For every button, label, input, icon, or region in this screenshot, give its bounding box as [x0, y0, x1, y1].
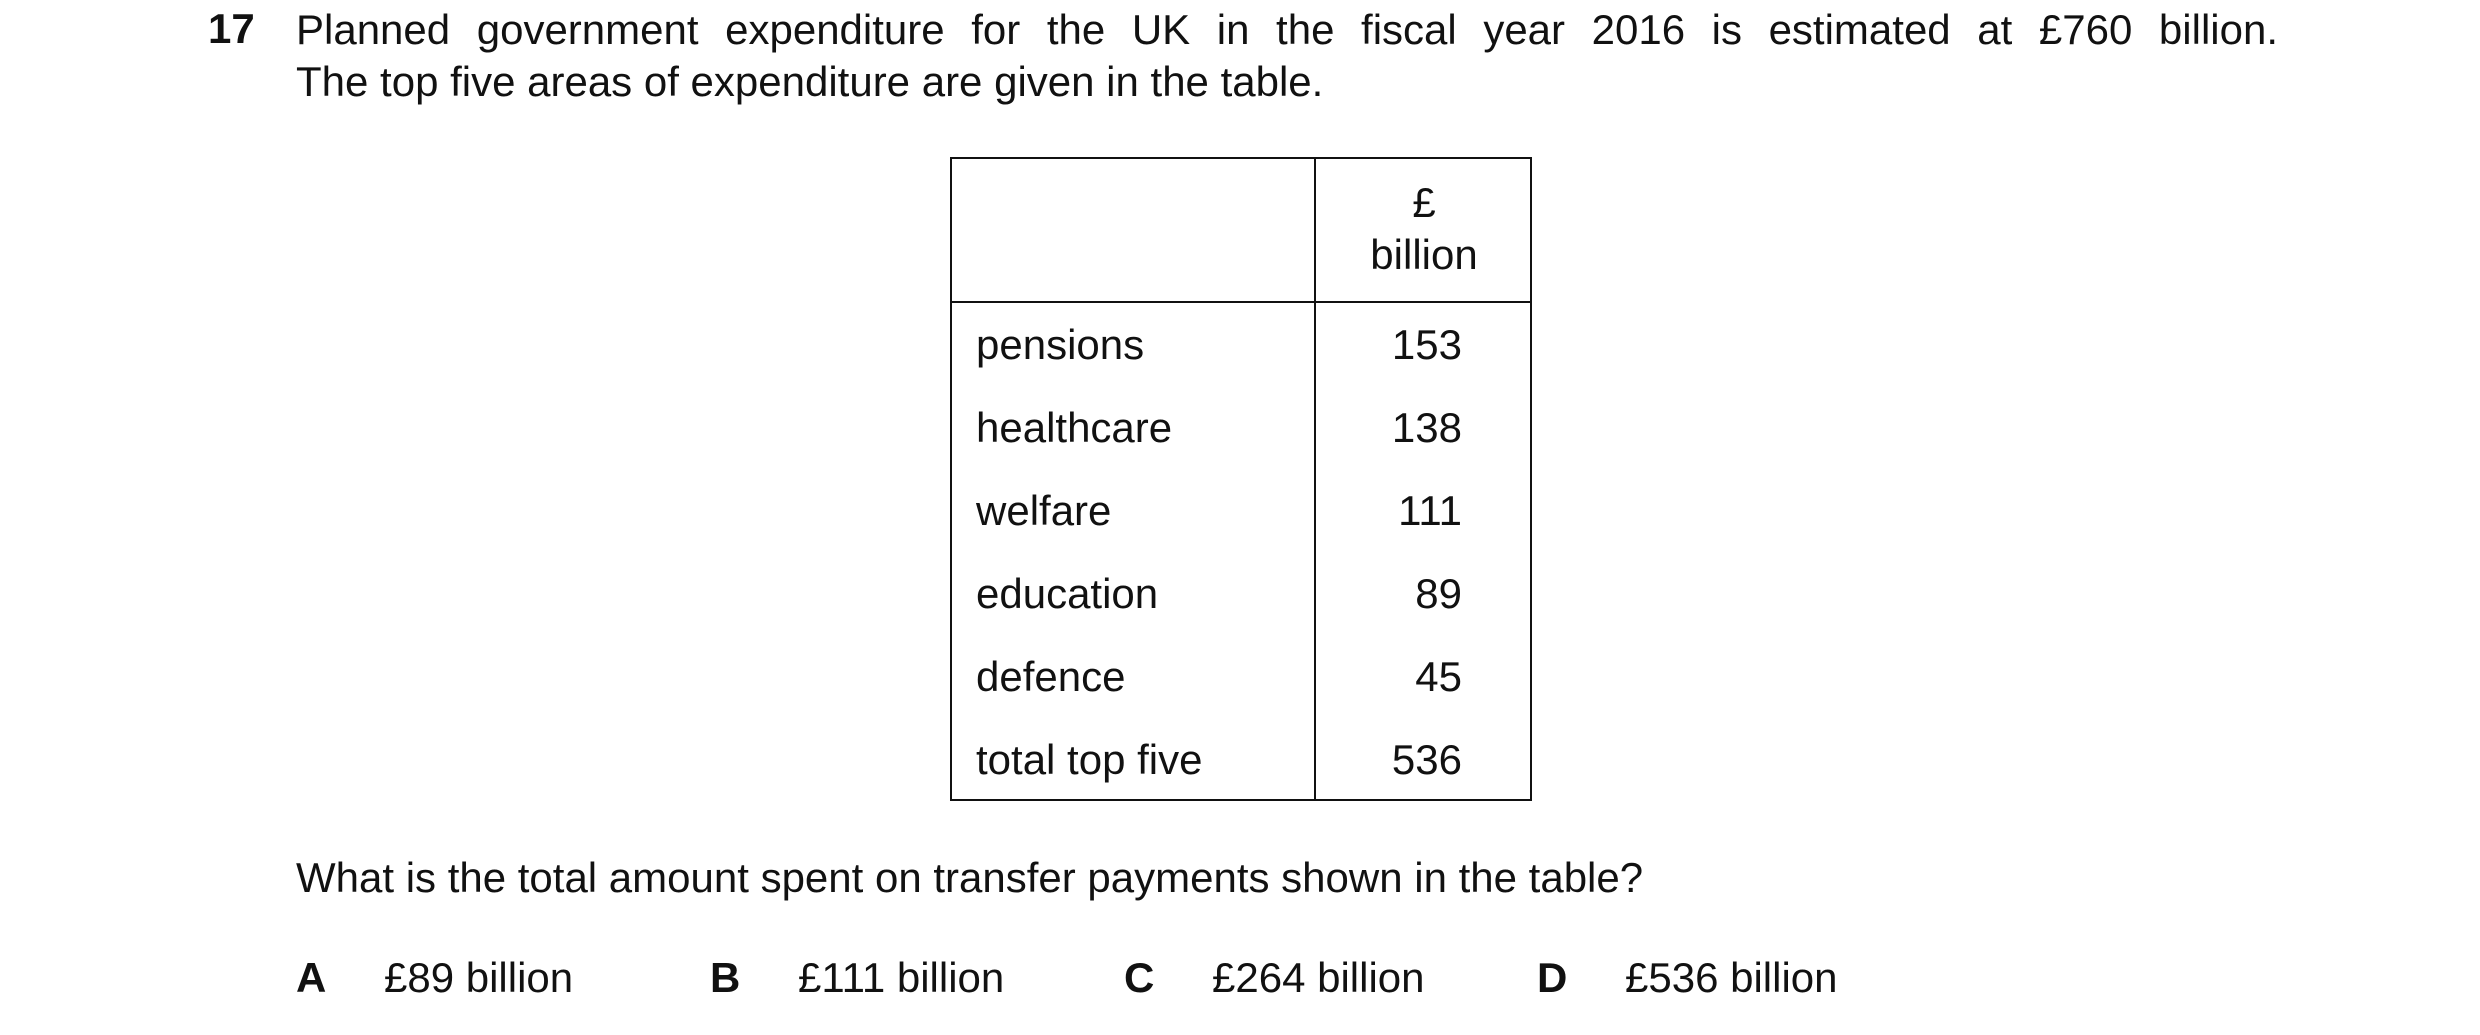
- option-letter: C: [1124, 954, 1155, 1001]
- option-letter: A: [296, 954, 327, 1001]
- unit-word: billion: [1370, 231, 1478, 278]
- row-label: education: [976, 570, 1159, 617]
- row-value: 536: [1391, 736, 1462, 783]
- table-row: [952, 388, 1530, 471]
- table-row: [952, 305, 1530, 388]
- table-row: [952, 554, 1530, 637]
- unit-header: [1316, 177, 1532, 281]
- row-label: pensions: [976, 321, 1145, 368]
- row-label: total top five: [976, 736, 1203, 783]
- expenditure-table: [950, 157, 1532, 801]
- option-text: £89 billion: [384, 954, 574, 1001]
- stem-line-1: Planned government expenditure for the UK in the fiscal year 2016 is estimated at £760 billion.: [296, 6, 2278, 53]
- option-letter: B: [710, 954, 741, 1001]
- option-text: £264 billion: [1212, 954, 1425, 1001]
- row-value: 89: [1415, 570, 1462, 617]
- question-prompt: What is the total amount spent on transfer payments shown in the table?: [296, 854, 1644, 901]
- unit-currency: £: [1412, 179, 1436, 226]
- row-label: healthcare: [976, 404, 1173, 451]
- stem-line-2: The top five areas of expenditure are given in the table.: [296, 58, 1324, 105]
- table-row: [952, 637, 1530, 720]
- row-value: 153: [1391, 321, 1462, 368]
- option-text: £111 billion: [798, 954, 1005, 1001]
- option-letter: D: [1537, 954, 1568, 1001]
- row-value: 111: [1398, 487, 1462, 534]
- table-row: [952, 471, 1530, 554]
- row-value: 138: [1391, 404, 1462, 451]
- question-number: 17: [208, 5, 255, 52]
- table-row-total: [952, 720, 1530, 803]
- row-value: 45: [1415, 653, 1462, 700]
- question-stem: [296, 4, 2296, 108]
- row-label: defence: [976, 653, 1126, 700]
- option-text: £536 billion: [1625, 954, 1838, 1001]
- table-header-divider: [952, 301, 1530, 303]
- row-label: welfare: [976, 487, 1112, 534]
